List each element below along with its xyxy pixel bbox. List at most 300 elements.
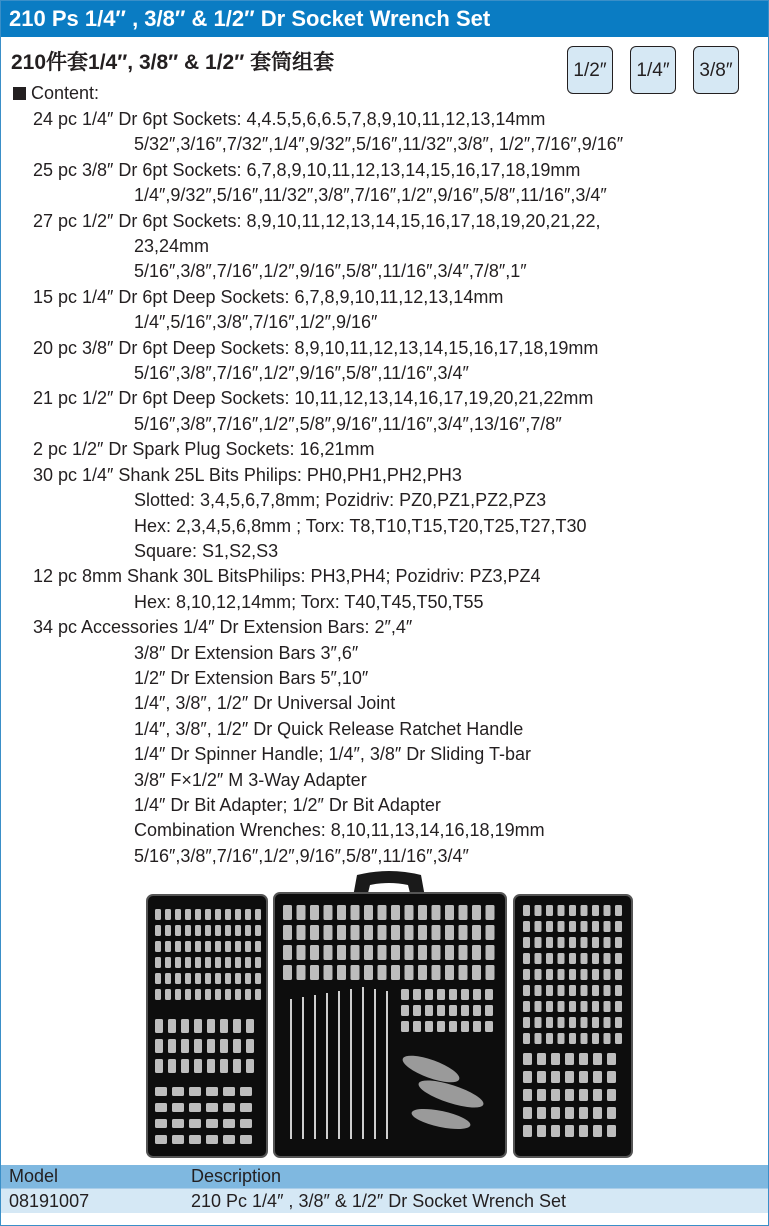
socket-shape: [569, 905, 576, 916]
socket-shape: [155, 909, 161, 920]
socket-shape: [175, 989, 181, 1000]
badge-quarter-inch: 1/4″: [630, 46, 676, 94]
socket-shape: [255, 909, 261, 920]
socket-shape: [155, 1087, 167, 1096]
socket-shape: [565, 1125, 574, 1137]
socket-shape: [206, 1135, 218, 1144]
socket-shape: [592, 1001, 599, 1012]
socket-shape: [181, 1059, 189, 1073]
socket-shape: [558, 905, 565, 916]
socket-shape: [607, 1107, 616, 1119]
content-line: 23,24mm: [134, 236, 210, 257]
socket-shape: [437, 989, 445, 1000]
socket-shape: [310, 945, 319, 960]
socket-shape: [297, 925, 306, 940]
socket-shape: [581, 969, 588, 980]
socket-shape: [523, 1053, 532, 1065]
socket-shape: [235, 973, 241, 984]
socket-shape: [537, 1107, 546, 1119]
socket-shape: [459, 905, 468, 920]
socket-shape: [207, 1039, 215, 1053]
socket-shape: [615, 905, 622, 916]
socket-shape: [523, 985, 530, 996]
socket-shape: [172, 1103, 184, 1112]
socket-shape: [405, 925, 414, 940]
socket-shape: [225, 941, 231, 952]
socket-shape: [615, 1001, 622, 1012]
socket-shape: [195, 973, 201, 984]
socket-shape: [194, 1059, 202, 1073]
socket-shape: [535, 1017, 542, 1028]
socket-shape: [175, 973, 181, 984]
socket-shape: [215, 909, 221, 920]
socket-shape: [593, 1053, 602, 1065]
content-line: 12 pc 8mm Shank 30L BitsPhilips: PH3,PH4; Pozidriv: PZ3,PZ4: [33, 566, 541, 587]
socket-shape: [593, 1089, 602, 1101]
socket-shape: [297, 965, 306, 980]
badge-half-inch: 1/2″: [567, 46, 613, 94]
socket-shape: [195, 909, 201, 920]
socket-shape: [207, 1059, 215, 1073]
socket-shape: [523, 1089, 532, 1101]
socket-shape: [185, 989, 191, 1000]
socket-shape: [181, 1039, 189, 1053]
socket-shape: [615, 953, 622, 964]
socket-shape: [413, 1005, 421, 1016]
socket-shape: [535, 937, 542, 948]
socket-shape: [565, 1107, 574, 1119]
socket-shape: [558, 921, 565, 932]
socket-shape: [223, 1087, 235, 1096]
socket-shape: [523, 921, 530, 932]
socket-shape: [175, 957, 181, 968]
socket-shape: [437, 1021, 445, 1032]
socket-shape: [205, 957, 211, 968]
socket-shape: [310, 965, 319, 980]
socket-shape: [579, 1053, 588, 1065]
socket-shape: [486, 925, 495, 940]
table-row: [1, 1188, 768, 1213]
socket-shape: [546, 905, 553, 916]
socket-shape: [240, 1119, 252, 1128]
socket-shape: [310, 905, 319, 920]
socket-shape: [546, 953, 553, 964]
content-heading: [13, 83, 99, 104]
socket-shape: [297, 945, 306, 960]
socket-shape: [486, 905, 495, 920]
socket-shape: [615, 985, 622, 996]
socket-shape: [324, 945, 333, 960]
socket-shape: [378, 965, 387, 980]
table-header-row: [1, 1165, 768, 1188]
socket-shape: [283, 945, 292, 960]
socket-shape: [535, 953, 542, 964]
socket-shape: [537, 1071, 546, 1083]
socket-shape: [473, 989, 481, 1000]
content-line: Square: S1,S2,S3: [134, 540, 279, 561]
socket-shape: [615, 921, 622, 932]
socket-shape: [195, 941, 201, 952]
socket-shape: [581, 905, 588, 916]
socket-shape: [165, 973, 171, 984]
socket-shape: [569, 1017, 576, 1028]
socket-shape: [223, 1135, 235, 1144]
socket-shape: [604, 969, 611, 980]
socket-shape: [364, 905, 373, 920]
socket-shape: [581, 1033, 588, 1044]
socket-shape: [592, 921, 599, 932]
content-line: Slotted: 3,4,5,6,7,8mm; Pozidriv: PZ0,PZ1,PZ2,PZ3: [134, 490, 547, 511]
badge-three-eighths-inch: 3/8″: [693, 46, 739, 94]
socket-shape: [551, 1071, 560, 1083]
bullet-square-icon: [13, 87, 26, 100]
socket-shape: [391, 965, 400, 980]
socket-shape: [607, 1071, 616, 1083]
socket-shape: [324, 965, 333, 980]
socket-shape: [581, 937, 588, 948]
socket-shape: [283, 925, 292, 940]
socket-shape: [579, 1089, 588, 1101]
socket-shape: [546, 985, 553, 996]
socket-shape: [607, 1089, 616, 1101]
cell-model: 08191007: [9, 1191, 90, 1211]
socket-shape: [155, 1059, 163, 1073]
socket-shape: [523, 937, 530, 948]
socket-shape: [255, 941, 261, 952]
socket-shape: [205, 989, 211, 1000]
socket-shape: [461, 989, 469, 1000]
socket-shape: [569, 937, 576, 948]
socket-shape: [569, 953, 576, 964]
socket-shape: [168, 1039, 176, 1053]
content-line: 1/4″,5/16″,3/8″,7/16″,1/2″,9/16″: [134, 312, 378, 333]
socket-shape: [449, 1021, 457, 1032]
content-line: Combination Wrenches: 8,10,11,13,14,16,18,19mm: [134, 820, 545, 841]
socket-shape: [165, 909, 171, 920]
socket-shape: [255, 957, 261, 968]
socket-shape: [246, 1039, 254, 1053]
socket-shape: [432, 945, 441, 960]
socket-shape: [413, 1021, 421, 1032]
socket-shape: [324, 905, 333, 920]
socket-shape: [593, 1125, 602, 1137]
content-list: [33, 107, 623, 869]
socket-shape: [425, 1021, 433, 1032]
socket-shape: [551, 1089, 560, 1101]
socket-shape: [165, 941, 171, 952]
socket-shape: [546, 921, 553, 932]
socket-shape: [569, 921, 576, 932]
socket-shape: [255, 925, 261, 936]
socket-shape: [245, 957, 251, 968]
socket-shape: [592, 985, 599, 996]
socket-shape: [418, 905, 427, 920]
content-line: 34 pc Accessories 1/4″ Dr Extension Bars: 2″,4″: [33, 617, 413, 638]
socket-shape: [240, 1103, 252, 1112]
model-table: [1, 1165, 768, 1213]
socket-shape: [155, 1103, 167, 1112]
socket-shape: [486, 965, 495, 980]
socket-shape: [604, 905, 611, 916]
socket-shape: [240, 1087, 252, 1096]
socket-shape: [523, 1017, 530, 1028]
content-line: 1/2″ Dr Extension Bars 5″,10″: [134, 667, 369, 688]
socket-shape: [418, 965, 427, 980]
socket-shape: [546, 937, 553, 948]
socket-shape: [155, 957, 161, 968]
socket-shape: [185, 909, 191, 920]
socket-shape: [391, 945, 400, 960]
socket-shape: [535, 1033, 542, 1044]
socket-shape: [195, 925, 201, 936]
socket-shape: [215, 925, 221, 936]
socket-shape: [461, 1005, 469, 1016]
socket-shape: [535, 969, 542, 980]
socket-shape: [592, 953, 599, 964]
socket-shape: [351, 945, 360, 960]
socket-shape: [604, 985, 611, 996]
socket-shape: [558, 1001, 565, 1012]
content-line: Hex: 8,10,12,14mm; Torx: T40,T45,T50,T55: [134, 591, 484, 612]
socket-shape: [189, 1135, 201, 1144]
socket-shape: [215, 989, 221, 1000]
socket-shape: [592, 1033, 599, 1044]
socket-shape: [246, 1019, 254, 1033]
socket-shape: [535, 905, 542, 916]
socket-shape: [205, 941, 211, 952]
content-line: 1/4″ Dr Bit Adapter; 1/2″ Dr Bit Adapter: [134, 794, 441, 815]
socket-shape: [181, 1019, 189, 1033]
socket-shape: [233, 1019, 241, 1033]
socket-shape: [233, 1059, 241, 1073]
socket-shape: [245, 941, 251, 952]
socket-shape: [592, 937, 599, 948]
socket-shape: [523, 953, 530, 964]
socket-shape: [405, 945, 414, 960]
socket-shape: [155, 1039, 163, 1053]
socket-shape: [485, 1021, 493, 1032]
socket-shape: [185, 973, 191, 984]
content-line: 3/8″ Dr Extension Bars 3″,6″: [134, 642, 359, 663]
socket-shape: [486, 945, 495, 960]
socket-shape: [592, 1017, 599, 1028]
socket-shape: [615, 937, 622, 948]
socket-shape: [551, 1107, 560, 1119]
socket-shape: [615, 1017, 622, 1028]
socket-shape: [607, 1053, 616, 1065]
socket-shape: [551, 1053, 560, 1065]
socket-shape: [537, 1125, 546, 1137]
socket-shape: [581, 1017, 588, 1028]
chinese-subtitle: 210件套1/4″, 3/8″ & 1/2″ 套筒组套: [11, 51, 335, 74]
socket-shape: [245, 925, 251, 936]
socket-shape: [523, 1033, 530, 1044]
socket-shape: [445, 925, 454, 940]
socket-shape: [405, 965, 414, 980]
socket-shape: [185, 941, 191, 952]
socket-shape: [401, 989, 409, 1000]
content-line: 5/16″,3/8″,7/16″,1/2″,9/16″,5/8″,11/16″,3/4″: [134, 363, 469, 384]
content-line: 15 pc 1/4″ Dr 6pt Deep Sockets: 6,7,8,9,10,11,12,13,14mm: [33, 286, 504, 307]
socket-shape: [473, 1021, 481, 1032]
socket-shape: [535, 985, 542, 996]
socket-shape: [558, 953, 565, 964]
socket-shape: [592, 905, 599, 916]
socket-shape: [206, 1119, 218, 1128]
socket-shape: [391, 925, 400, 940]
socket-shape: [378, 905, 387, 920]
socket-shape: [425, 1005, 433, 1016]
socket-shape: [523, 1071, 532, 1083]
socket-shape: [235, 989, 241, 1000]
socket-shape: [604, 1017, 611, 1028]
socket-shape: [172, 1087, 184, 1096]
socket-shape: [215, 973, 221, 984]
socket-shape: [165, 957, 171, 968]
socket-shape: [168, 1019, 176, 1033]
socket-shape: [432, 925, 441, 940]
header-model: Model: [9, 1166, 59, 1186]
socket-shape: [225, 925, 231, 936]
content-line: 1/4″, 3/8″, 1/2″ Dr Quick Release Ratchet Handle: [134, 718, 524, 739]
drive-size-badges: [567, 46, 739, 94]
socket-shape: [189, 1103, 201, 1112]
socket-shape: [579, 1107, 588, 1119]
socket-shape: [165, 989, 171, 1000]
socket-shape: [225, 909, 231, 920]
socket-shape: [220, 1039, 228, 1053]
socket-shape: [194, 1039, 202, 1053]
socket-shape: [472, 905, 481, 920]
socket-shape: [461, 1021, 469, 1032]
socket-shape: [523, 1001, 530, 1012]
socket-shape: [220, 1019, 228, 1033]
socket-shape: [364, 925, 373, 940]
socket-shape: [155, 1135, 167, 1144]
socket-shape: [523, 1107, 532, 1119]
socket-shape: [364, 945, 373, 960]
socket-shape: [165, 925, 171, 936]
socket-shape: [418, 945, 427, 960]
socket-shape: [220, 1059, 228, 1073]
content-line: 5/32″,3/16″,7/32″,1/4″,9/32″,5/16″,11/32″,3/8″, 1/2″,7/16″,9/16″: [134, 134, 624, 155]
content-line: 2 pc 1/2″ Dr Spark Plug Sockets: 16,21mm: [33, 439, 375, 460]
socket-shape: [523, 969, 530, 980]
socket-shape: [401, 1021, 409, 1032]
content-line: 1/4″, 3/8″, 1/2″ Dr Universal Joint: [134, 693, 396, 714]
socket-shape: [604, 953, 611, 964]
socket-shape: [437, 1005, 445, 1016]
socket-shape: [558, 1017, 565, 1028]
socket-shape: [207, 1019, 215, 1033]
socket-shape: [473, 1005, 481, 1016]
socket-shape: [172, 1135, 184, 1144]
content-line: 21 pc 1/2″ Dr 6pt Deep Sockets: 10,11,12,13,14,16,17,19,20,21,22mm: [33, 388, 594, 409]
socket-shape: [225, 957, 231, 968]
socket-shape: [297, 905, 306, 920]
socket-shape: [185, 957, 191, 968]
socket-shape: [485, 1005, 493, 1016]
socket-shape: [155, 941, 161, 952]
socket-shape: [579, 1071, 588, 1083]
socket-shape: [215, 957, 221, 968]
socket-shape: [378, 945, 387, 960]
content-line: 1/4″,9/32″,5/16″,11/32″,3/8″,7/16″,1/2″,9/16″,5/8″,11/16″,3/4″: [134, 185, 607, 206]
socket-shape: [445, 945, 454, 960]
socket-shape: [445, 905, 454, 920]
socket-shape: [535, 1001, 542, 1012]
socket-shape: [235, 925, 241, 936]
socket-shape: [337, 905, 346, 920]
socket-shape: [245, 989, 251, 1000]
socket-shape: [195, 957, 201, 968]
socket-shape: [432, 965, 441, 980]
socket-shape: [472, 945, 481, 960]
socket-shape: [546, 1017, 553, 1028]
socket-shape: [225, 989, 231, 1000]
socket-shape: [565, 1053, 574, 1065]
socket-shape: [581, 921, 588, 932]
socket-shape: [205, 973, 211, 984]
socket-shape: [604, 1033, 611, 1044]
socket-shape: [215, 941, 221, 952]
socket-shape: [351, 905, 360, 920]
content-line: 20 pc 3/8″ Dr 6pt Deep Sockets: 8,9,10,11,12,13,14,15,16,17,18,19mm: [33, 337, 599, 358]
socket-shape: [459, 925, 468, 940]
socket-shape: [205, 925, 211, 936]
socket-shape: [175, 941, 181, 952]
socket-shape: [364, 965, 373, 980]
content-line: 5/16″,3/8″,7/16″,1/2″,9/16″,5/8″,11/16″,3/4″,7/8″,1″: [134, 261, 527, 282]
socket-shape: [546, 1001, 553, 1012]
socket-shape: [558, 937, 565, 948]
socket-shape: [593, 1071, 602, 1083]
socket-shape: [581, 1001, 588, 1012]
socket-shape: [558, 985, 565, 996]
socket-shape: [418, 925, 427, 940]
socket-shape: [401, 1005, 409, 1016]
socket-shape: [546, 1033, 553, 1044]
socket-shape: [351, 925, 360, 940]
socket-shape: [523, 905, 530, 916]
socket-shape: [246, 1059, 254, 1073]
header-description: Description: [191, 1166, 282, 1186]
cell-description: 210 Pc 1/4″ , 3/8″ & 1/2″ Dr Socket Wrench Set: [191, 1191, 566, 1211]
socket-shape: [206, 1087, 218, 1096]
socket-shape: [235, 941, 241, 952]
socket-shape: [155, 1119, 167, 1128]
socket-shape: [537, 1089, 546, 1101]
socket-shape: [604, 1001, 611, 1012]
socket-shape: [558, 1033, 565, 1044]
socket-shape: [223, 1103, 235, 1112]
socket-shape: [581, 985, 588, 996]
socket-shape: [432, 905, 441, 920]
socket-shape: [155, 973, 161, 984]
socket-shape: [324, 925, 333, 940]
socket-shape: [233, 1039, 241, 1053]
socket-shape: [225, 973, 231, 984]
socket-shape: [472, 925, 481, 940]
socket-shape: [425, 989, 433, 1000]
socket-shape: [185, 925, 191, 936]
socket-shape: [535, 921, 542, 932]
socket-shape: [413, 989, 421, 1000]
socket-shape: [337, 965, 346, 980]
socket-shape: [449, 989, 457, 1000]
content-line: 27 pc 1/2″ Dr 6pt Sockets: 8,9,10,11,12,13,14,15,16,17,18,19,20,21,22,: [33, 210, 601, 231]
socket-shape: [485, 989, 493, 1000]
